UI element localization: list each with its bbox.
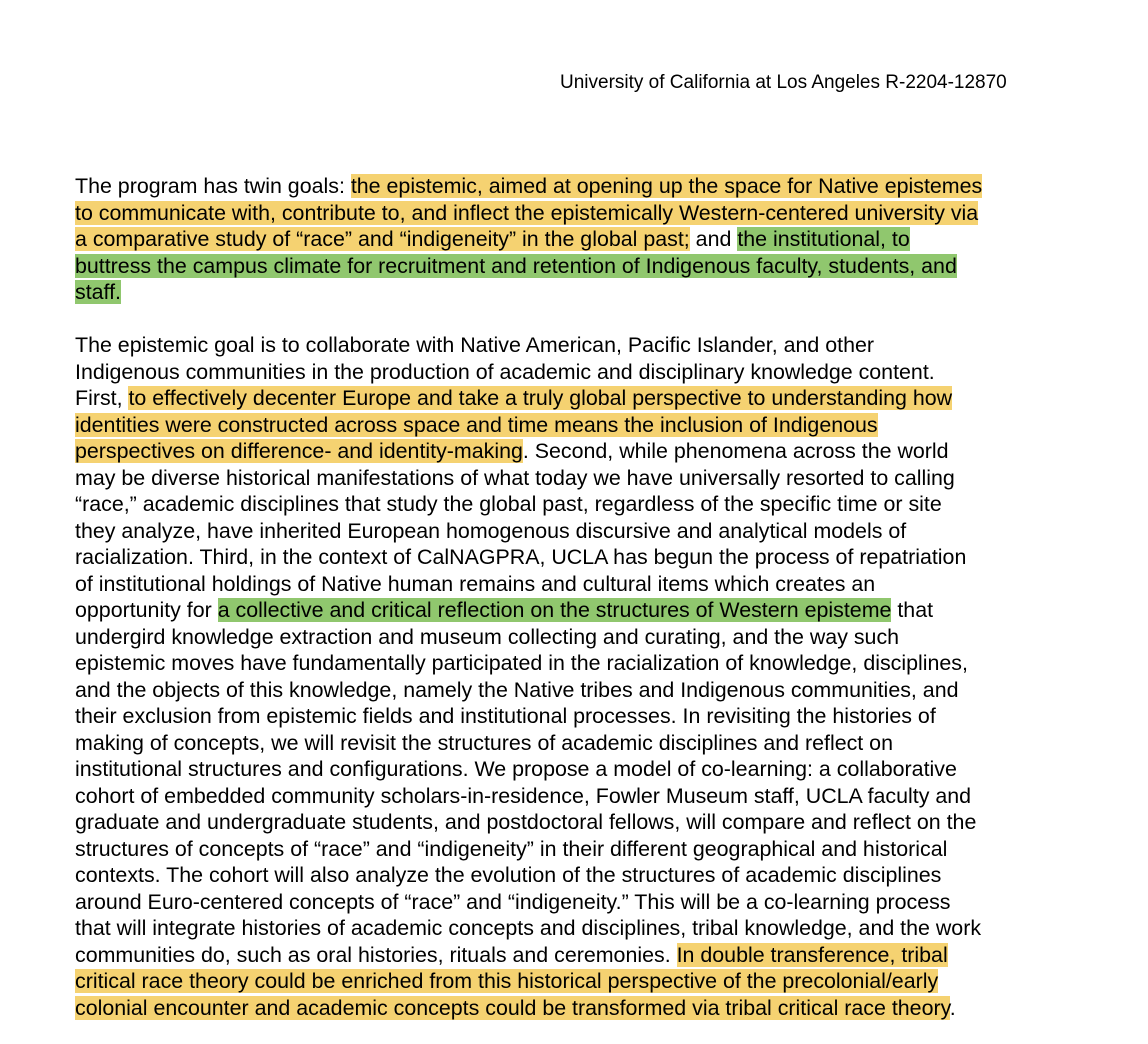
text-line	[75, 385, 952, 412]
text-line	[75, 942, 948, 969]
highlight-yellow: critical race theory could be enriched from this historical perspective of the precolonial/early	[75, 969, 939, 993]
text-line	[75, 173, 982, 200]
text-segment: .	[949, 995, 956, 1020]
text-line	[75, 253, 957, 280]
text-line	[75, 332, 874, 359]
highlight-yellow: to effectively decenter Europe and take a truly global perspective to understanding how	[128, 386, 953, 410]
text-line	[75, 597, 933, 624]
text-segment: contexts. The cohort will also analyze the evolution of the structures of academic disciplines	[75, 863, 942, 887]
text-line	[75, 756, 957, 783]
text-line	[75, 915, 981, 942]
text-line	[75, 995, 956, 1022]
highlight-green: buttress the campus climate for recruitment and retention of Indigenous faculty, students, and	[75, 253, 957, 278]
text-segment: structures of concepts of “race” and “indigeneity” in their different geographical and historical	[75, 836, 948, 861]
highlight-yellow: colonial encounter and academic concepts could be transformed via tribal critical race theory	[75, 995, 950, 1020]
text-segment: epistemic moves have fundamentally participated in the racialization of knowledge, disciplines,	[75, 651, 968, 675]
highlight-yellow: to communicate with, contribute to, and inflect the epistemically Western-centered university via	[75, 200, 979, 225]
highlight-yellow: In double transference, tribal	[676, 942, 948, 967]
text-segment: cohort of embedded community scholars-in-residence, Fowler Museum staff, UCLA faculty and	[75, 783, 972, 808]
text-line	[75, 889, 951, 916]
text-segment: of institutional holdings of Native human remains and cultural items which creates an	[75, 571, 876, 596]
text-segment: . Second, while phenomena across the world	[522, 439, 949, 463]
text-segment: that will integrate histories of academic concepts and disciplines, tribal knowledge, and the work	[75, 916, 982, 940]
text-line	[75, 862, 941, 889]
highlight-yellow: a comparative study of “race” and “indigeneity” in the global past;	[75, 227, 690, 251]
text-line	[75, 836, 947, 863]
highlight-yellow: identities were constructed across space and time means the inclusion of Indigenous	[75, 412, 878, 437]
text-line	[75, 412, 878, 439]
text-segment: around Euro-centered concepts of “race” and “indigeneity.” This will be a co-learning process	[75, 889, 951, 914]
text-line	[75, 438, 949, 465]
text-line	[75, 677, 958, 704]
text-line	[75, 783, 971, 810]
text-segment: “race,” academic disciplines that study the global past, regardless of the specific time or site	[75, 492, 942, 516]
text-segment: their exclusion from epistemic fields and institutional processes. In revisiting the histories of	[75, 704, 936, 728]
text-line	[75, 518, 906, 545]
text-segment: opportunity for	[75, 598, 218, 622]
text-segment: First,	[75, 386, 129, 410]
text-segment: that	[891, 598, 934, 622]
text-segment: graduate and undergraduate students, and postdoctoral fellows, will compare and reflect on the	[75, 810, 977, 834]
highlight-green: a collective and critical reflection on the structures of Western episteme	[217, 598, 892, 622]
text-segment: Indigenous communities in the production of academic and disciplinary knowledge content.	[75, 359, 935, 384]
text-line	[75, 465, 955, 492]
text-line	[75, 703, 936, 730]
text-line	[75, 544, 966, 571]
highlight-yellow: perspectives on difference- and identity-making	[75, 439, 523, 463]
text-segment: and the objects of this knowledge, namely the Native tribes and Indigenous communities, and	[75, 677, 959, 702]
text-line	[75, 226, 910, 253]
text-line	[75, 359, 935, 386]
highlight-green: the institutional, to	[737, 227, 910, 251]
text-line	[75, 624, 899, 651]
text-line	[75, 650, 968, 677]
text-line	[75, 279, 121, 306]
text-line	[75, 968, 938, 995]
text-line	[75, 730, 893, 757]
text-line	[75, 200, 978, 227]
document-header: University of California at Los Angeles R-2204-12870	[560, 72, 1007, 93]
text-segment: communities do, such as oral histories, rituals and ceremonies.	[75, 942, 677, 967]
highlight-green: staff.	[75, 280, 121, 304]
text-segment: and	[689, 227, 738, 251]
text-segment: they analyze, have inherited European homogenous discursive and analytical models of	[75, 518, 907, 543]
text-segment: The epistemic goal is to collaborate with Native American, Pacific Islander, and other	[75, 333, 874, 357]
text-segment: The program has twin goals:	[75, 174, 351, 198]
highlight-yellow: the epistemic, aimed at opening up the space for Native epistemes	[350, 174, 983, 198]
text-line	[75, 571, 875, 598]
text-segment: making of concepts, we will revisit the structures of academic disciplines and reflect on	[75, 730, 893, 755]
text-segment: institutional structures and configurations. We propose a model of co-learning: a collaborative	[75, 757, 957, 781]
text-line	[75, 809, 976, 836]
text-segment: may be diverse historical manifestations of what today we have universally resorted to calling	[75, 465, 955, 490]
text-segment: undergird knowledge extraction and museum collecting and curating, and the way such	[75, 624, 900, 649]
text-segment: racialization. Third, in the context of CalNAGPRA, UCLA has begun the process of repatriation	[75, 545, 967, 569]
text-line	[75, 491, 942, 518]
